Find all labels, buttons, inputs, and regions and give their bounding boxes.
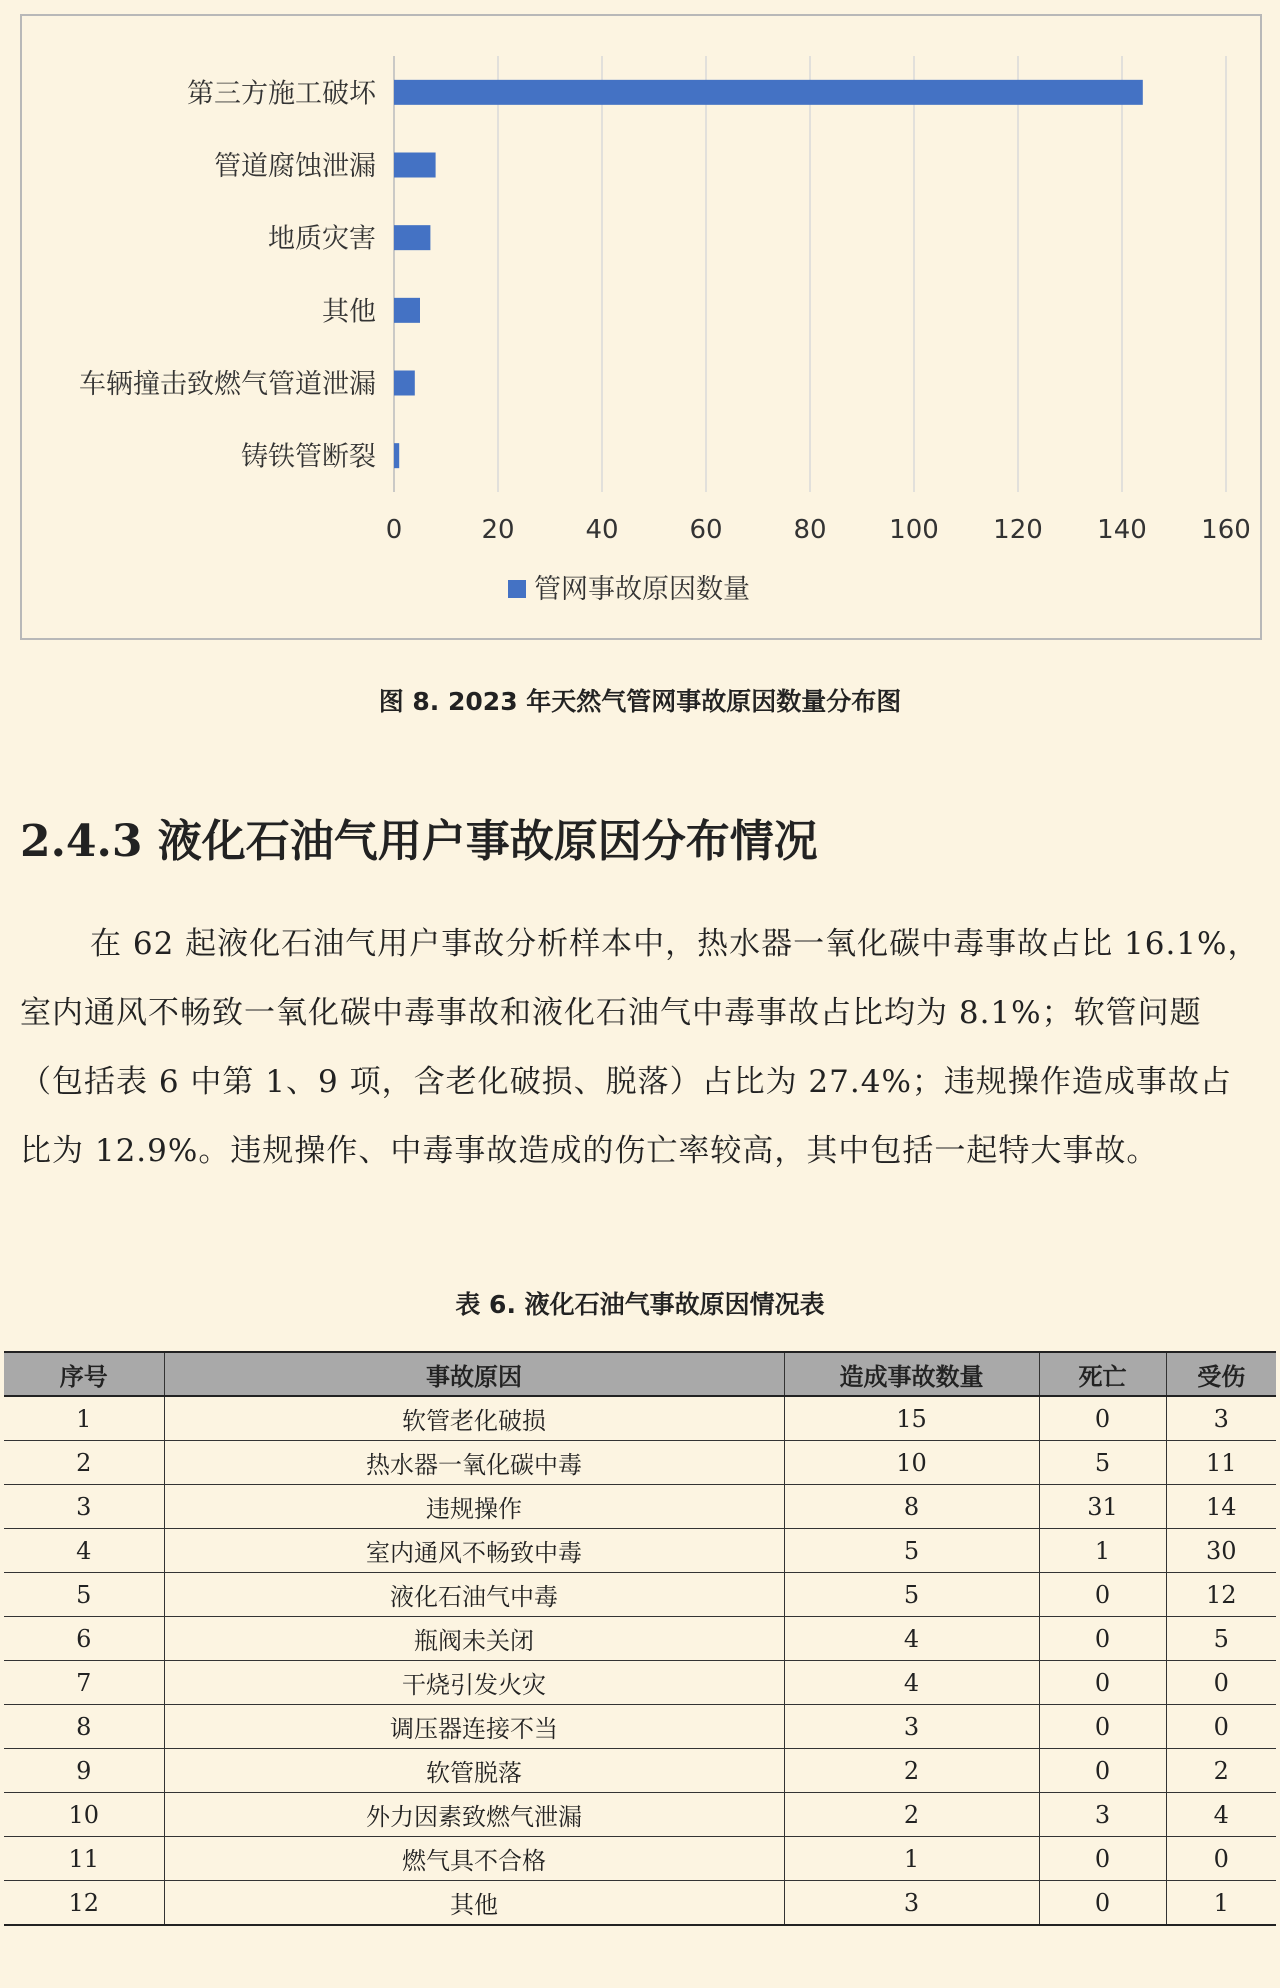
cell-count: 3 [784, 1881, 1039, 1926]
cell-injuries: 14 [1166, 1485, 1276, 1529]
chart-frame [20, 14, 1262, 640]
table-row [4, 1705, 1276, 1749]
table-row [4, 1793, 1276, 1837]
table-row [4, 1617, 1276, 1661]
cell-injuries: 2 [1166, 1749, 1276, 1793]
cell-cause: 外力因素致燃气泄漏 [164, 1793, 784, 1837]
header-injuries: 受伤 [1166, 1352, 1276, 1396]
bar [394, 298, 420, 323]
cell-cause: 其他 [164, 1881, 784, 1926]
legend-swatch [508, 580, 526, 598]
section-heading: 2.4.3 液化石油气用户事故原因分布情况 [20, 816, 818, 867]
cell-cause: 违规操作 [164, 1485, 784, 1529]
cell-cause: 燃气具不合格 [164, 1837, 784, 1881]
table-row [4, 1749, 1276, 1793]
header-count: 造成事故数量 [784, 1352, 1039, 1396]
table-caption: 表 6. 液化石油气事故原因情况表 [455, 1290, 825, 1319]
header-cause: 事故原因 [164, 1352, 784, 1396]
header-deaths: 死亡 [1039, 1352, 1166, 1396]
cell-index: 5 [4, 1573, 164, 1617]
cell-deaths: 0 [1039, 1617, 1166, 1661]
cell-count: 10 [784, 1441, 1039, 1485]
cell-count: 8 [784, 1485, 1039, 1529]
category-label: 地质灾害 [268, 223, 376, 255]
table-body [4, 1396, 1276, 1925]
bar [394, 225, 430, 250]
cell-deaths: 0 [1039, 1396, 1166, 1441]
cell-index: 2 [4, 1441, 164, 1485]
table-row [4, 1485, 1276, 1529]
cell-index: 12 [4, 1881, 164, 1926]
cell-cause: 瓶阀未关闭 [164, 1617, 784, 1661]
cell-index: 8 [4, 1705, 164, 1749]
cell-count: 5 [784, 1529, 1039, 1573]
cell-index: 9 [4, 1749, 164, 1793]
cell-count: 2 [784, 1749, 1039, 1793]
cell-injuries: 0 [1166, 1705, 1276, 1749]
cell-index: 10 [4, 1793, 164, 1837]
bar-chart [22, 16, 1264, 642]
cell-deaths: 0 [1039, 1837, 1166, 1881]
table-row [4, 1661, 1276, 1705]
cell-injuries: 12 [1166, 1573, 1276, 1617]
cell-cause: 热水器一氧化碳中毒 [164, 1441, 784, 1485]
cell-count: 15 [784, 1396, 1039, 1441]
section-paragraph: 在 62 起液化石油气用户事故分析样本中，热水器一氧化碳中毒事故占比 16.1%，室内通风不畅致一氧化碳中毒事故和液化石油气中毒事故占比均为 8.1%；软管问题（包括表 6 中第 1、9 项，含老化破损、脱落）占比为 27.4%；违规操作造成事故占比为 12.9%。违规操作、中毒事故造成的伤亡率较高，其中包括一起特大事故。 [20, 926, 1260, 1169]
data-table [4, 1351, 1276, 1926]
category-label: 铸铁管断裂 [241, 441, 376, 473]
x-tick-label: 20 [481, 515, 515, 545]
cell-count: 4 [784, 1661, 1039, 1705]
cell-injuries: 0 [1166, 1837, 1276, 1881]
cell-index: 7 [4, 1661, 164, 1705]
cell-injuries: 1 [1166, 1881, 1276, 1926]
cell-deaths: 0 [1039, 1705, 1166, 1749]
cell-index: 6 [4, 1617, 164, 1661]
figure-caption: 图 8. 2023 年天然气管网事故原因数量分布图 [378, 687, 902, 716]
cell-count: 5 [784, 1573, 1039, 1617]
x-tick-label: 0 [385, 515, 403, 545]
table-row [4, 1441, 1276, 1485]
cell-injuries: 11 [1166, 1441, 1276, 1485]
cell-deaths: 0 [1039, 1573, 1166, 1617]
cell-deaths: 0 [1039, 1881, 1166, 1926]
cell-deaths: 3 [1039, 1793, 1166, 1837]
x-tick-label: 40 [585, 515, 619, 545]
x-tick-label: 100 [889, 515, 939, 545]
cell-injuries: 0 [1166, 1661, 1276, 1705]
cell-count: 2 [784, 1793, 1039, 1837]
cell-deaths: 1 [1039, 1529, 1166, 1573]
cell-index: 11 [4, 1837, 164, 1881]
cell-injuries: 5 [1166, 1617, 1276, 1661]
cell-count: 3 [784, 1705, 1039, 1749]
x-tick-label: 60 [689, 515, 723, 545]
category-label: 车辆撞击致燃气管道泄漏 [79, 369, 376, 400]
table-row [4, 1881, 1276, 1926]
bar [394, 153, 436, 178]
cell-cause: 干烧引发火灾 [164, 1661, 784, 1705]
header-index: 序号 [4, 1352, 164, 1396]
table-row [4, 1573, 1276, 1617]
category-label: 其他 [322, 296, 376, 328]
cell-cause: 室内通风不畅致中毒 [164, 1529, 784, 1573]
cell-index: 3 [4, 1485, 164, 1529]
x-tick-label: 120 [993, 515, 1043, 545]
cell-deaths: 0 [1039, 1749, 1166, 1793]
cell-injuries: 30 [1166, 1529, 1276, 1573]
cell-count: 4 [784, 1617, 1039, 1661]
cell-deaths: 0 [1039, 1661, 1166, 1705]
table-row [4, 1837, 1276, 1881]
table-row [4, 1396, 1276, 1441]
cell-cause: 液化石油气中毒 [164, 1573, 784, 1617]
cell-deaths: 31 [1039, 1485, 1166, 1529]
bar [394, 80, 1143, 105]
category-label: 第三方施工破坏 [187, 78, 376, 110]
x-tick-label: 80 [793, 515, 827, 545]
bar [394, 443, 399, 468]
cell-deaths: 5 [1039, 1441, 1166, 1485]
bar [394, 371, 415, 396]
category-label: 管道腐蚀泄漏 [214, 151, 376, 182]
cell-injuries: 4 [1166, 1793, 1276, 1837]
cell-cause: 调压器连接不当 [164, 1705, 784, 1749]
cell-index: 4 [4, 1529, 164, 1573]
cell-count: 1 [784, 1837, 1039, 1881]
cell-injuries: 3 [1166, 1396, 1276, 1441]
cell-cause: 软管老化破损 [164, 1396, 784, 1441]
table-header-row [4, 1352, 1276, 1396]
cell-index: 1 [4, 1396, 164, 1441]
legend-label: 管网事故原因数量 [534, 574, 750, 605]
cell-cause: 软管脱落 [164, 1749, 784, 1793]
x-tick-label: 160 [1201, 515, 1251, 545]
x-tick-label: 140 [1097, 515, 1147, 545]
table-row [4, 1529, 1276, 1573]
